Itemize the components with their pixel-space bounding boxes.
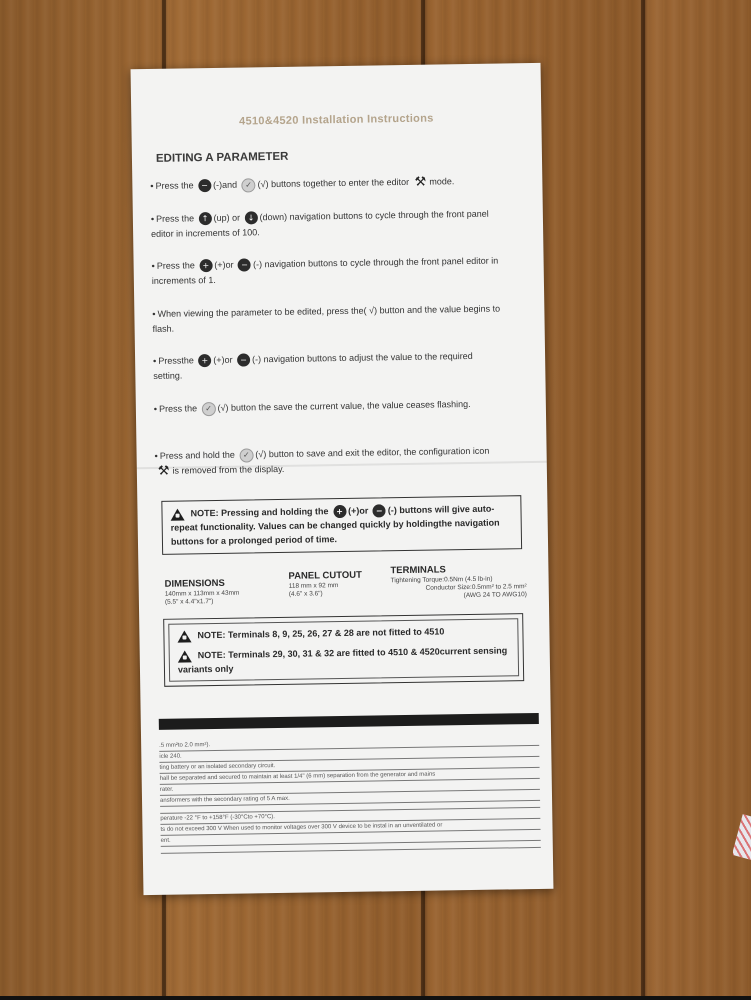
circle-minus-icon: − — [198, 179, 211, 192]
document-title: 4510&4520 Installation Instructions — [239, 112, 434, 128]
note-terminals-4510: NOTE: Terminals 8, 9, 25, 26, 27 & 28 are not fitted to 4510 — [177, 623, 509, 642]
table-header-band — [159, 713, 539, 730]
fine-print-line: hall be separated and secured to maintain at least 1/4" (6 mm) separation from the generator and mains — [160, 768, 540, 785]
fine-print-line: rater. — [160, 779, 540, 796]
step-increments-100: • Press the ↑ (up) or ↓ (down) navigation buttons to cycle through the front panel editor in increments of 100. — [150, 208, 489, 239]
step-increments-1: • Press the + (+)or − (-) navigation buttons to cycle through the front panel editor in increments of 1. — [151, 255, 499, 286]
note-terminals-4520: NOTE: Terminals 29, 30, 31 & 32 are fitted to 4510 & 4520current sensing variants only — [177, 645, 508, 675]
fine-print-line: ent. — [161, 830, 541, 847]
circle-minus-icon: − — [238, 259, 251, 272]
circle-check-icon: ✓ — [201, 402, 215, 416]
fine-print-line: ansformers with the secondary rating of 5 A max. — [160, 790, 540, 807]
fine-print-line: perature -22 °F to +158°F (-30°Cto +70°C). — [160, 808, 540, 825]
circle-minus-icon: − — [373, 504, 386, 517]
spec-dimensions: DIMENSIONS 140mm x 113mm x 43mm (5.5" x 4.4"x1.7") — [164, 577, 240, 606]
wrench-screwdriver-icon: ⚒ — [414, 174, 427, 190]
fine-print-line: .5 mm²to 2.0 mm²). — [159, 735, 539, 752]
fine-print-table — [159, 735, 541, 854]
fine-print-line: ts do not exceed 300 V When used to monitor voltages over 300 V device to be instal in an unventilated or — [160, 819, 540, 836]
step-enter-editor: • Press the − (-)and ✓ (√) buttons together to enter the editor ⚒ mode. — [150, 174, 455, 191]
circle-down-icon: ↓ — [245, 211, 258, 224]
warning-triangle-icon — [177, 630, 191, 642]
note-autorepeat-box: NOTE: Pressing and holding the + (+)or − (-) buttons will give auto-repeat functionality. Values can be changed quickly by holdingthe navigation buttons for a prolonged period of time. — [161, 495, 522, 555]
spec-terminals-conductor: Conductor Size:0.5mm² to 2.5 mm² (AWG 24 TO AWG10) — [425, 583, 527, 600]
step-save-value: • Press the ✓ (√) button the save the current value, the value ceases flashing. — [153, 398, 471, 414]
circle-plus-icon: + — [199, 259, 212, 272]
circle-up-icon: ↑ — [198, 212, 211, 225]
bottom-edge-bar — [0, 996, 751, 1000]
spec-panel-cutout: PANEL CUTOUT 118 mm x 92 mm (4.6" x 3.6") — [288, 569, 362, 598]
step-adjust-value: • Pressthe + (+)or − (-) navigation buttons to adjust the value to the required setting. — [153, 350, 473, 381]
note-terminals-box — [163, 613, 524, 687]
floor-board-seam — [641, 0, 645, 1000]
warning-triangle-icon — [178, 650, 192, 662]
warning-triangle-icon — [170, 508, 184, 520]
section-heading: EDITING A PARAMETER — [155, 150, 289, 165]
circle-plus-icon: + — [198, 354, 211, 367]
fine-print-line: ting battery or an isolated secondary circuit. — [159, 757, 539, 774]
note-terminals-inner — [168, 618, 519, 681]
plastic-wrap-corner — [733, 808, 751, 868]
step-value-flash: • When viewing the parameter to be edited, press the( √) button and the value begins to flash. — [152, 303, 501, 334]
circle-check-icon: ✓ — [241, 178, 255, 192]
circle-plus-icon: + — [333, 505, 346, 518]
fine-print-line: icle 240. — [159, 746, 539, 763]
wrench-screwdriver-icon: ⚒ — [157, 463, 170, 480]
step-save-exit: • Press and hold the ✓ (√) button to save and exit the editor, the configuration icon ⚒ is removed from the display. — [154, 445, 490, 480]
spec-terminals: TERMINALS Tightening Torque:0.5Nm (4.5 lb-in) — [390, 564, 493, 585]
circle-minus-icon: − — [237, 354, 250, 367]
circle-check-icon: ✓ — [239, 448, 253, 462]
instruction-leaflet — [131, 63, 554, 895]
